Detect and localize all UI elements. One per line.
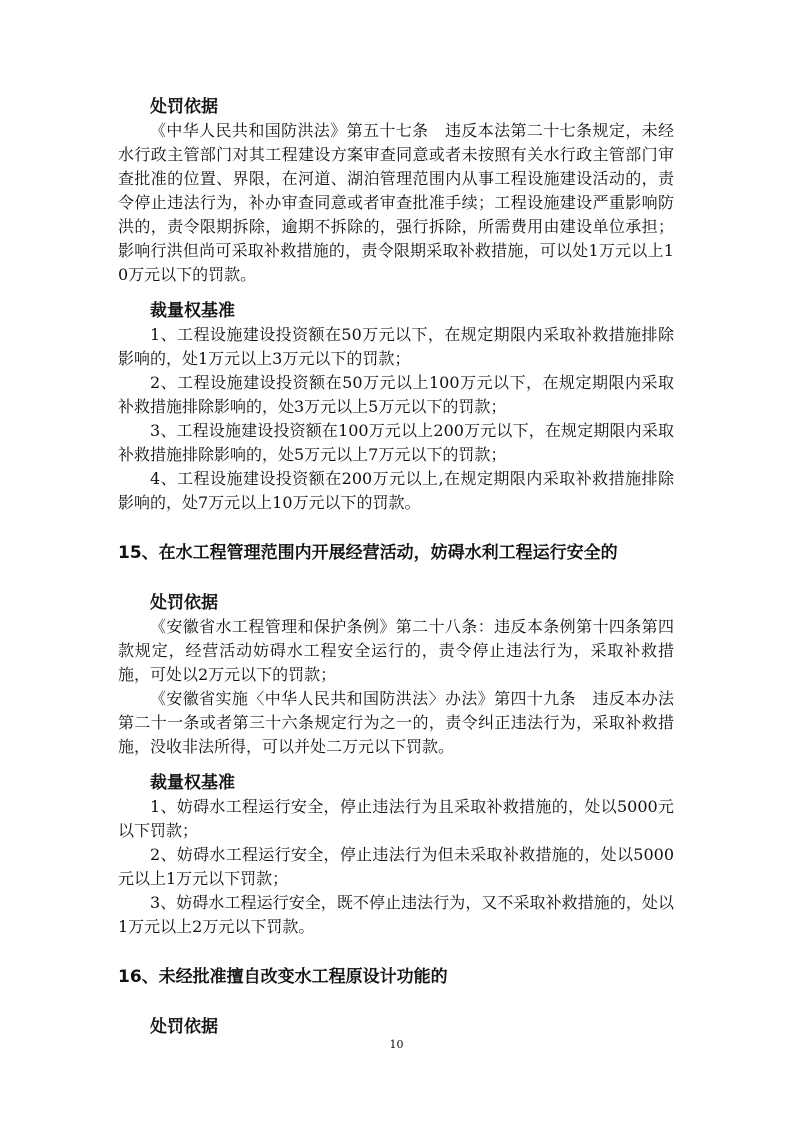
discretion-standard-item-4: 4、工程设施建设投资额在200万元以上,在规定期限内采取补救措施排除影响的，处7万元以上10万元以下的罚款。 — [118, 469, 674, 512]
discretion-standard-item-3: 3、工程设施建设投资额在100万元以上200万元以下，在规定期限内采取补救措施排除影响的，处5万元以上7万元以下的罚款； — [118, 421, 674, 464]
section-16-basis-heading: 处罚依据 — [150, 1017, 218, 1037]
section-15-standard-2: 2、妨碍水工程运行安全，停止违法行为但未采取补救措施的，处以5000元以上1万元以下罚款； — [118, 845, 674, 888]
spacer — [118, 939, 674, 965]
spacer — [118, 515, 674, 541]
section-15-basis-heading: 处罚依据 — [150, 593, 218, 613]
section-15-standard-heading: 裁量权基准 — [150, 773, 235, 793]
page-number: 10 — [389, 1038, 404, 1051]
penalty-basis-heading: 处罚依据 — [150, 97, 218, 117]
page-content — [118, 95, 674, 1039]
discretion-standard-item-1: 1、工程设施建设投资额在50万元以下，在规定期限内采取补救措施排除影响的，处1万元以上3万元以下的罚款； — [118, 325, 674, 368]
spacer — [118, 565, 674, 591]
section-15-basis-2: 《安徽省实施〈中华人民共和国防洪法〉办法》第四十九条 违反本办法第二十一条或者第三十六条规定行为之一的，责令纠正违法行为，采取补救措施，没收非法所得，可以并处二万元以下罚款。 — [118, 689, 674, 756]
discretion-standard-item-2: 2、工程设施建设投资额在50万元以上100万元以下，在规定期限内采取补救措施排除影响的，处3万元以上5万元以下的罚款； — [118, 373, 674, 416]
spacer — [118, 989, 674, 1015]
spacer — [118, 287, 674, 299]
spacer — [118, 759, 674, 771]
section-16-title: 16、未经批准擅自改变水工程原设计功能的 — [118, 967, 448, 987]
section-15-standard-1: 1、妨碍水工程运行安全，停止违法行为且采取补救措施的，处以5000元以下罚款； — [118, 797, 674, 840]
section-15-title: 15、在水工程管理范围内开展经营活动，妨碍水利工程运行安全的 — [118, 543, 618, 563]
section-15-basis-1: 《安徽省水工程管理和保护条例》第二十八条：违反本条例第十四条第四款规定，经营活动妨碍水工程安全运行的，责令停止违法行为，采取补救措施，可处以2万元以下的罚款； — [118, 617, 674, 684]
section-15-standard-3: 3、妨碍水工程运行安全，既不停止违法行为，又不采取补救措施的，处以1万元以上2万元以下罚款。 — [118, 893, 674, 936]
penalty-basis-text: 《中华人民共和国防洪法》第五十七条 违反本法第二十七条规定，未经水行政主管部门对其工程建设方案审查同意或者未按照有关水行政主管部门审查批准的位置、界限，在河道、湖泊管理范围内从事工程设施建设活动的，责令停止违法行为，补办审查同意或者审查批准手续；工程设施建设严重影响防洪的，责令限期拆除，逾期不拆除的，强行拆除，所需费用由建设单位承担；影响行洪但尚可采取补救措施的，责令限期采取补救措施，可以处1万元以上10万元以下的罚款。 — [118, 121, 674, 284]
discretion-standard-heading: 裁量权基准 — [150, 301, 235, 321]
